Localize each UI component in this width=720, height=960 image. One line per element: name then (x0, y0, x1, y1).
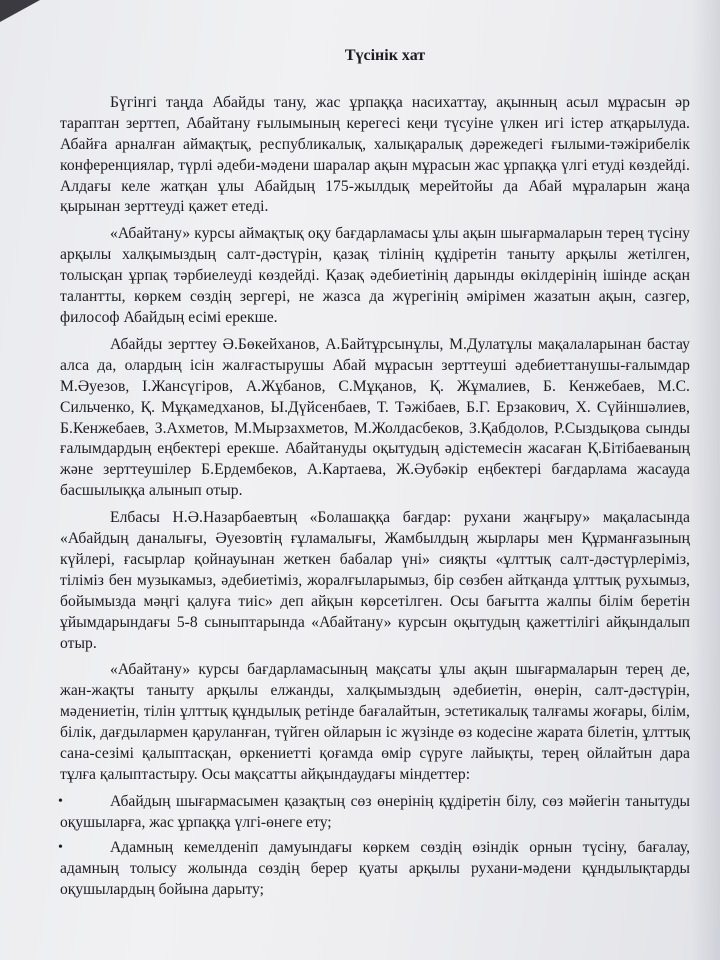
paragraph-course-program: «Абайтану» курсы аймақтық оқу бағдарламасы ұлы ақын шығармаларын терең түсіну арқылы халқымыздың салт-дәстүрін, қазақ тілінің құдіретін таныту арқылы жетілген, толысқан ұрпақ тәрбиелеуді көздейді. Қазақ әдебиетінің дарынды өкілдерінің ішінде асқан талантты, көркем сөздің зергері, не жазса да жүрегінің әмірімен жазатын ақын, сазгер, философ Абайдың есімі ерекше. (60, 225, 690, 326)
list-item-text: Адамның кемелденіп дамуындағы көркем сөздің өзіндік орнын түсіну, бағалау, адамның толысу жолында сөздің берер қуаты арқылы рухани-мәдени құндылықтарды оқушылардың бойына дарыту; (60, 838, 690, 898)
tasks-list (60, 792, 690, 901)
page-shadow (690, 0, 720, 960)
list-item (60, 838, 690, 901)
folded-corner (0, 0, 40, 22)
bullet-icon: • (58, 793, 63, 809)
paragraph-intro: Бүгінгі таңда Абайды тану, жас ұрпаққа насихаттау, ақынның асыл мұрасын әр тараптан зерттеп, Абайтану ғылымының керегесі кеңи түсуіне үлкен игі істер атқарылуда. Абайға арналған аймақтық, республикалық, халықаралық дәрежедегі ғылыми-тәжірибелік конференциялар, түрлі әдеби-мәдени шаралар ақын мұрасын жас ұрпаққа үлгі етуді көздейді. Алдағы келе жатқан ұлы Абайдың 175-жылдық мерейтойы да Абай мұраларын жаңа қырынан зерттеуді қажет етеді. (60, 93, 690, 216)
bullet-icon: • (58, 839, 63, 855)
document-body (60, 46, 690, 904)
paragraph-course-goal: «Абайтану» курсы бағдарламасының мақсаты ұлы ақын шығармаларын терең де, жан-жақты таныту арқылы елжанды, халқымыздың әдебиетін, өнерін, салт-дәстүрін, мәдениетін, тілін ұлттық құндылық ретінде бағалайтын, эстетикалық талғамы жоғары, білім, білік, дағдылармен қаруланған, түйген ойларын іс жүзінде өз кодесіне жарата білетін, ұлттық сана-сезімі қалыптасқан, өркениетті қоғамда өмір сүруге лайықты, терең ойлайтын дара тұлға қалыптастыру. Осы мақсатты айқындаудағы міндеттер: (60, 661, 690, 783)
paragraph-president-article: Елбасы Н.Ә.Назарбаевтың «Болашаққа бағдар: рухани жаңғыру» мақаласында «Абайдың даналығы, Әуезовтің ғұламалығы, Жамбылдың жырлары мен Құрманғазының күйлері, ғасырлар қойнауынан жеткен бабалар үні» сияқты «ұлттық салт-дәстүрлеріміз, тіліміз бен музыкамыз, әдебиетіміз, жоралғыларымыз, бір сөзбен айтқанда ұлттық рухымыз, бойымызда мәңгі қалуға тиіс» деп айқын көрсетілген. Осы бағытта жалпы білім беретін ұйымдарындағы 5-8 сыныптарында «Абайтану» курсын оқытудың қажеттілігі айқындалып отыр. (60, 509, 690, 652)
paragraph-researchers: Абайды зерттеу Ә.Бөкейханов, А.Байтұрсынұлы, М.Дулатұлы мақалаларынан бастау алса да, олардың ісін жалғастырушы Абай мұрасын зерттеуші әдебиеттанушы-ғалымдар М.Әуезов, І.Жансүгіров, А.Жұбанов, С.Мұқанов, Қ. Жұмалиев, Б. Кенжебаев, М.С. Сильченко, Қ. Мұқамедханов, Ы.Дүйсенбаев, Т. Тәжібаев, Б.Г. Ерзакович, Х. Сүйіншәлиев, Б.Кенжебаев, З.Ахметов, М.Мырзахметов, М.Жолдасбеков, З.Қабдолов, Р.Сыздықова сынды ғалымдардың еңбектері ерекше. Абайтануды оқытудың әдістемесін жасаған Қ.Бітібаеваның және зерттеушілер Б.Ердембеков, А.Картаева, Ж.Әубәкір еңбектері бағдарлама жасауда басшылыққа алынып отыр. (60, 335, 690, 500)
list-item (60, 792, 690, 834)
document-title: Түсінік хат (344, 47, 426, 64)
list-item-text: Абайдың шығармасымен қазақтың сөз өнерінің құдіретін білу, сөз мәйегін танытуды оқушыларға, жас ұрпаққа үлгі-өнеге ету; (60, 792, 690, 831)
